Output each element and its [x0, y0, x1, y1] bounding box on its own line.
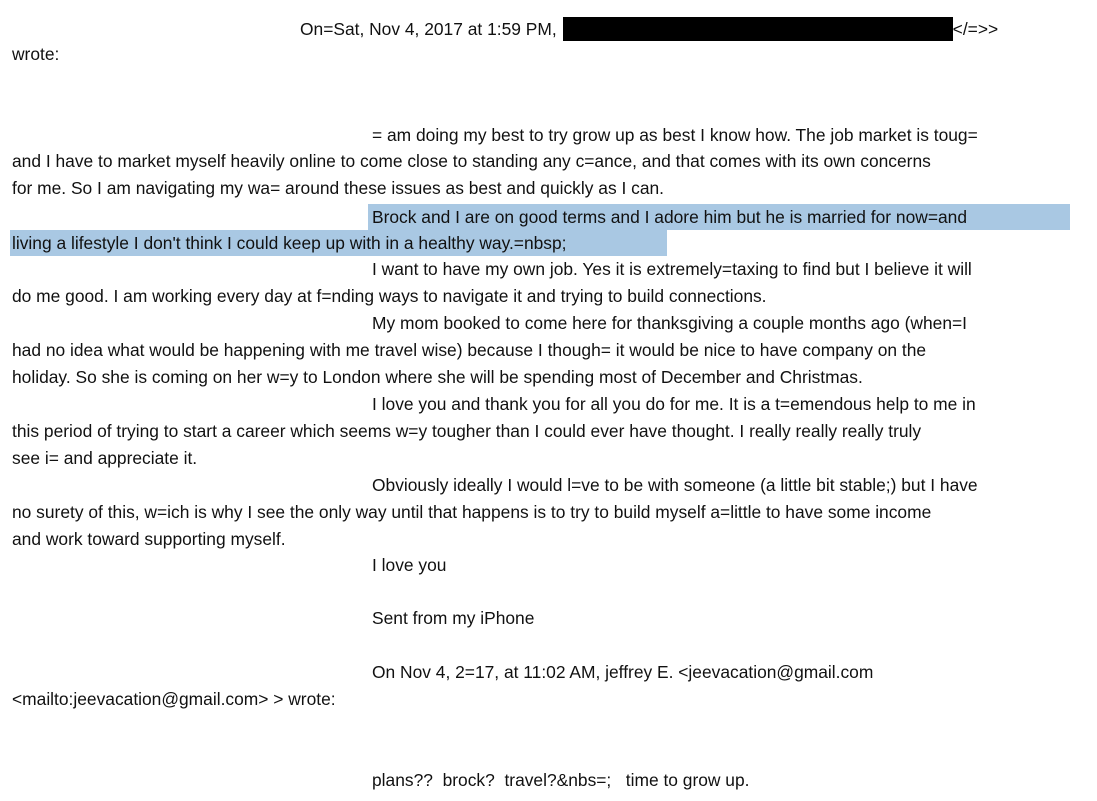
quoted-on-line: On Nov 4, 2=17, at 11:02 AM, jeffrey E. <jeevacation@gmail.com: [372, 662, 874, 682]
body-line: and work toward supporting myself.: [12, 529, 286, 549]
quoted-message: plans?? brock? travel?&nbs=; time to grow up.: [372, 770, 750, 790]
body-line: this period of trying to start a career which seems w=y tougher than I could ever have thought. I really really really truly: [12, 421, 922, 441]
quoted-mailto-line: <mailto:jeevacation@gmail.com> > wrote:: [12, 689, 336, 709]
body-line: I love you and thank you for all you do for me. It is a t=emendous help to me in: [372, 394, 976, 414]
header-wrote: wrote:: [12, 44, 60, 64]
body-line: for me. So I am navigating my wa= around these issues as best and quickly as I can.: [12, 178, 665, 198]
redaction-box: [563, 17, 953, 41]
body-line: and I have to market myself heavily online to come close to standing any c=ance, and that comes with its own concerns: [12, 151, 931, 171]
body-line: holiday. So she is coming on her w=y to London where she will be spending most of December and Christmas.: [12, 367, 863, 387]
body-line: see i= and appreciate it.: [12, 448, 198, 468]
body-line: Obviously ideally I would l=ve to be with someone (a little bit stable;) but I have: [372, 475, 978, 495]
body-line: had no idea what would be happening with me travel wise) because I though= it would be nice to have company on the: [12, 340, 927, 360]
highlighted-line: Brock and I are on good terms and I adore him but he is married for now=and: [368, 204, 1070, 230]
body-line: My mom booked to come here for thanksgiving a couple months ago (when=I: [372, 313, 967, 333]
header-line: [300, 17, 998, 39]
body-line: do me good. I am working every day at f=nding ways to navigate it and trying to build connections.: [12, 286, 767, 306]
body-line: = am doing my best to try grow up as best I know how. The job market is toug=: [372, 125, 978, 145]
body-line: no surety of this, w=ich is why I see the only way until that happens is to try to build myself a=little to have some income: [12, 502, 932, 522]
closing-love: I love you: [372, 555, 447, 575]
header-redacted-tail: </=>>: [952, 19, 999, 39]
highlighted-line: living a lifestyle I don't think I could keep up with in a healthy way.=nbsp;: [10, 230, 667, 256]
header-on-text: On=Sat, Nov 4, 2017 at 1:59 PM,: [300, 19, 557, 39]
body-line: I want to have my own job. Yes it is extremely=taxing to find but I believe it will: [372, 259, 972, 279]
closing-sent: Sent from my iPhone: [372, 608, 535, 628]
